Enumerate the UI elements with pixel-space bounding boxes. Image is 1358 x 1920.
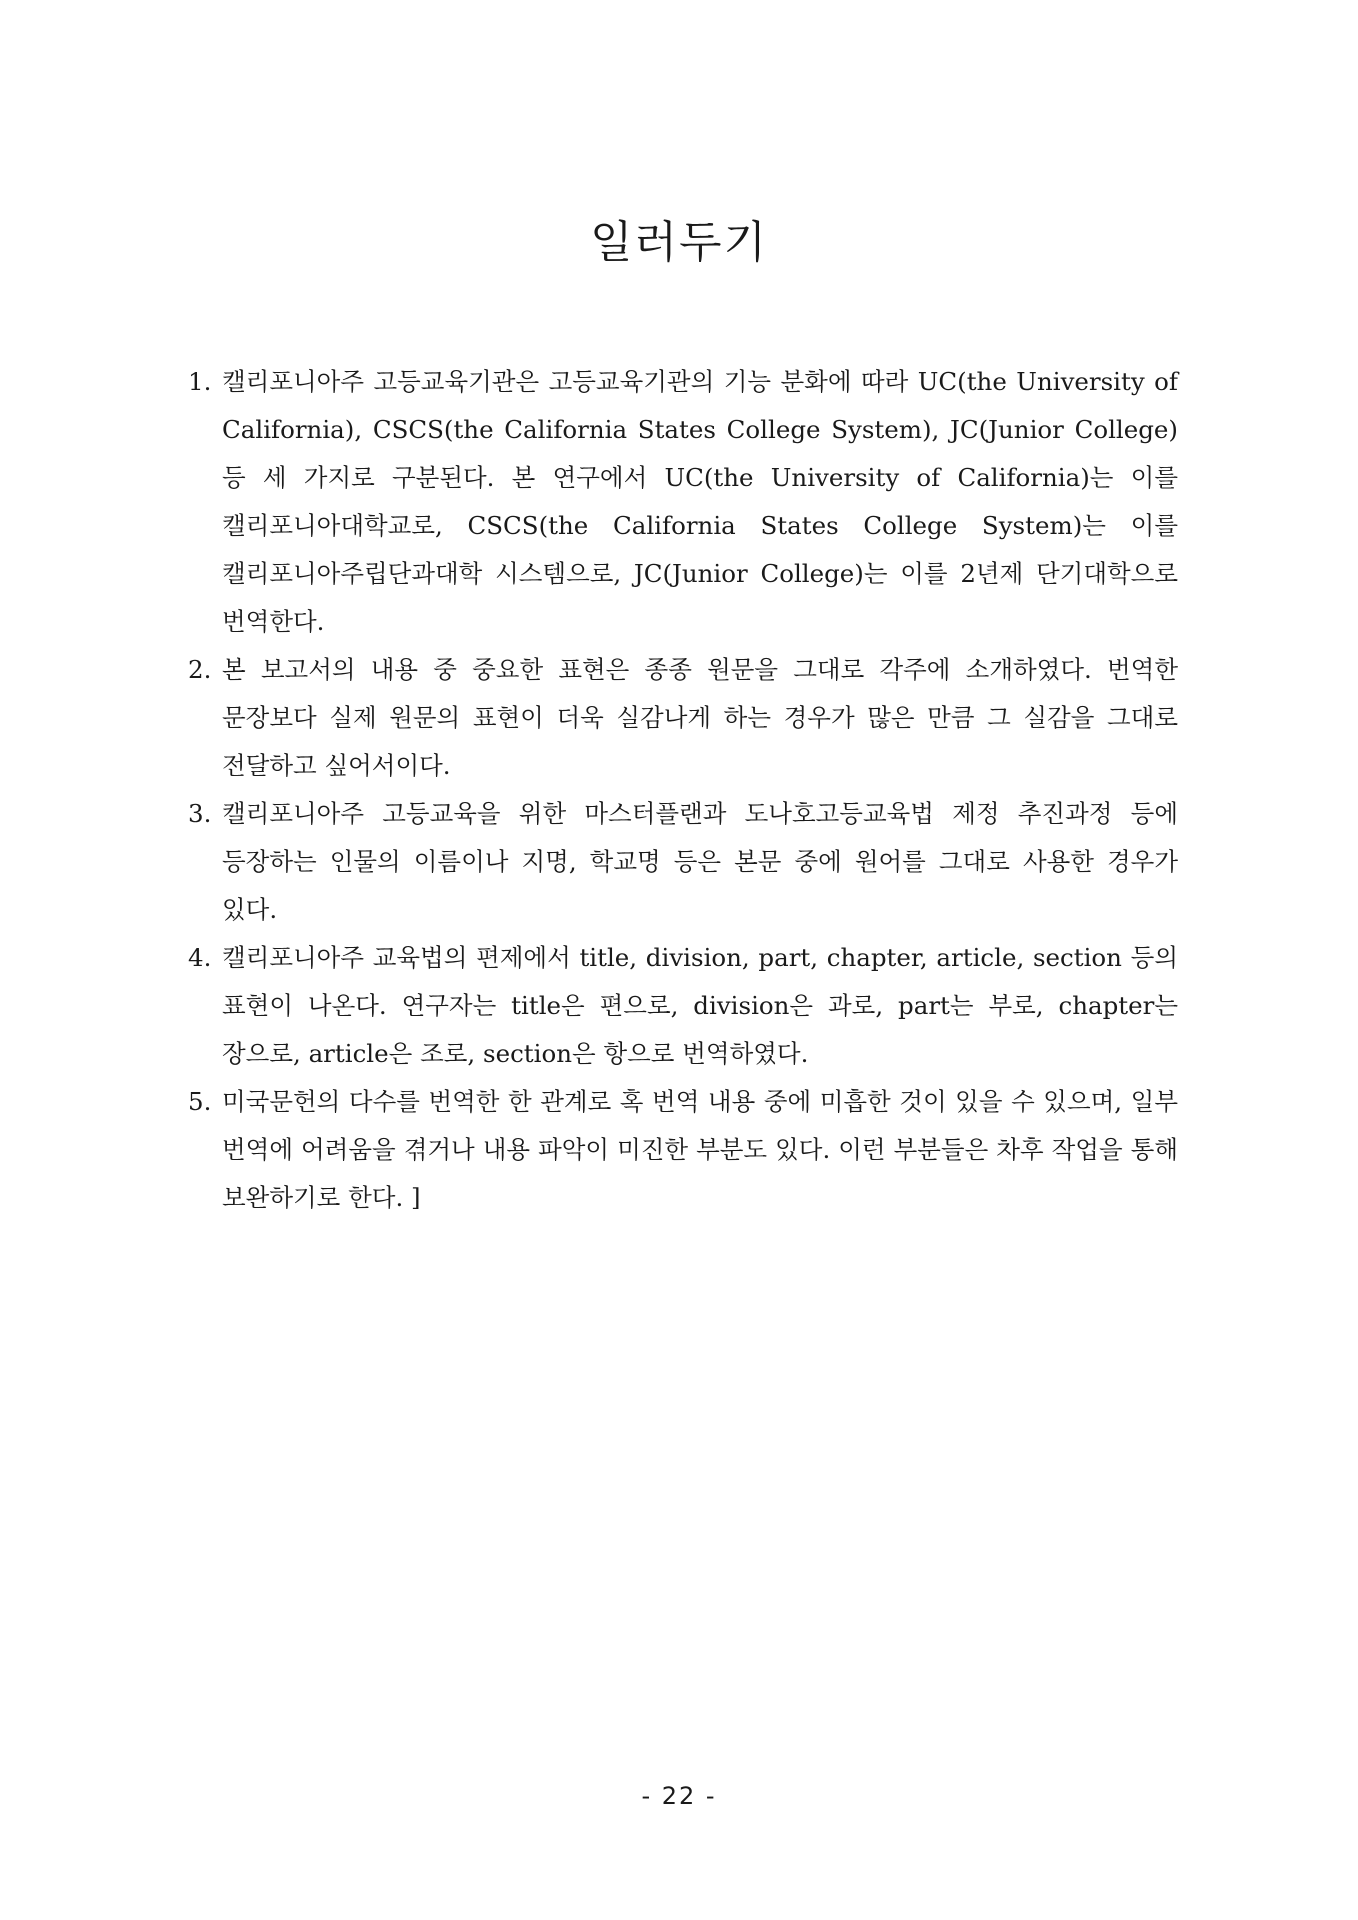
- note-number: 3.: [188, 799, 212, 828]
- note-number: 1.: [188, 367, 212, 396]
- note-number: 5.: [188, 1087, 212, 1116]
- note-item: [188, 790, 1178, 934]
- page-title: 일러두기: [589, 217, 768, 268]
- note-text: 캘리포니아주 교육법의 편제에서 title, division, part, chapter, article, section 등의 표현이 나온다. 연구자는 title은 편으로, division은 과로, part는 부로, chapter는 장으로, article은 조로, section은 항으로 번역하였다.: [222, 943, 1178, 1068]
- note-item: [188, 646, 1178, 790]
- note-text: 캘리포니아주 고등교육을 위한 마스터플랜과 도나호고등교육법 제정 추진과정 등에 등장하는 인물의 이름이나 지명, 학교명 등은 본문 중에 원어를 그대로 사용한 경우가 있다.: [222, 799, 1178, 924]
- note-text: 본 보고서의 내용 중 중요한 표현은 종종 원문을 그대로 각주에 소개하였다. 번역한 문장보다 실제 원문의 표현이 더욱 실감나게 하는 경우가 많은 만큼 그 실감을 그대로 전달하고 싶어서이다.: [222, 655, 1178, 780]
- note-text: 미국문헌의 다수를 번역한 한 관계로 혹 번역 내용 중에 미흡한 것이 있을 수 있으며, 일부 번역에 어려움을 겪거나 내용 파악이 미진한 부분도 있다. 이런 부분들은 차후 작업을 통해 보완하기로 한다. ]: [222, 1087, 1178, 1212]
- page-number: - 22 -: [641, 1782, 717, 1810]
- note-item: [188, 934, 1178, 1078]
- note-item: [188, 1078, 1178, 1222]
- note-text: 캘리포니아주 고등교육기관은 고등교육기관의 기능 분화에 따라 UC(the University of California), CSCS(the California States College System), JC(Junior College) 등 세 가지로 구분된다. 본 연구에서 UC(the University of California)는 이를 캘리포니아대학교로, CSCS(the California States College System)는 이를 캘리포니아주립단과대학 시스템으로, JC(Junior College)는 이를 2년제 단기대학으로 번역한다.: [222, 367, 1178, 636]
- note-number: 2.: [188, 655, 212, 684]
- note-number: 4.: [188, 943, 212, 972]
- notes-list: [188, 358, 1178, 1222]
- note-item: [188, 358, 1178, 646]
